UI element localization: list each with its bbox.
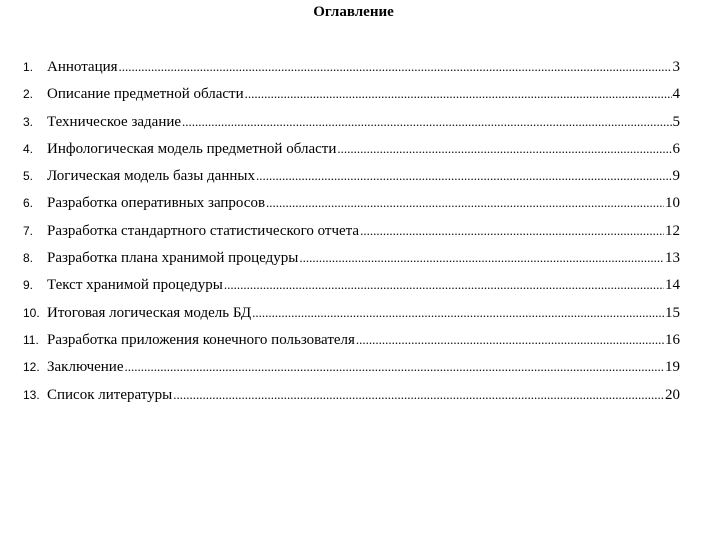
toc-dot-leader xyxy=(299,248,664,268)
toc-entry-statistical-report[interactable] xyxy=(23,221,680,248)
toc-entry-label: Аннотация xyxy=(47,59,118,75)
toc-entry-label: Инфологическая модель предметной области xyxy=(47,140,337,157)
toc-entry-page: 12 xyxy=(665,222,680,239)
toc-entry-page: 15 xyxy=(665,304,680,321)
toc-entry-number: 11. xyxy=(23,332,39,347)
toc-dot-leader xyxy=(256,166,672,186)
toc-dot-leader xyxy=(224,275,664,295)
toc-entry-references[interactable] xyxy=(23,385,680,412)
toc-entry-number: 3. xyxy=(23,114,34,129)
toc-entry-label: Итоговая логическая модель БД xyxy=(47,304,252,321)
toc-dot-leader xyxy=(356,330,664,350)
toc-entry-number: 13. xyxy=(23,387,40,402)
toc-entry-page: 5 xyxy=(672,113,680,130)
toc-entry-page: 4 xyxy=(672,86,680,103)
toc-entry-number: 8. xyxy=(23,251,34,266)
toc-title: Оглавление xyxy=(313,4,394,20)
toc-entry-page: 20 xyxy=(665,386,680,403)
toc-dot-leader xyxy=(182,112,671,132)
toc-entry-operational-queries[interactable] xyxy=(23,193,680,220)
toc-entry-label: Разработка оперативных запросов xyxy=(47,195,266,212)
toc-entry-page: 10 xyxy=(665,195,680,212)
toc-entry-label: Текст хранимой процедуры xyxy=(47,277,223,294)
toc-entry-conclusion[interactable] xyxy=(23,357,680,384)
toc-entry-stored-procedure-plan[interactable] xyxy=(23,248,680,275)
toc-entry-label: Описание предметной области xyxy=(47,86,244,103)
toc-entry-page: 6 xyxy=(672,140,680,157)
toc-entry-number: 9. xyxy=(23,278,34,293)
toc-entry-page: 14 xyxy=(665,277,680,294)
toc-entry-final-logical-model[interactable] xyxy=(23,303,680,330)
toc-dot-leader xyxy=(252,303,664,323)
toc-dot-leader xyxy=(119,57,672,77)
table-of-contents xyxy=(23,57,680,412)
toc-entry-page: 19 xyxy=(665,359,680,376)
toc-entry-logical-model[interactable] xyxy=(23,166,680,193)
toc-entry-label: Разработка приложения конечного пользователя xyxy=(47,331,355,348)
toc-entry-domain-description[interactable] xyxy=(23,84,680,111)
toc-entry-label: Разработка стандартного статистического отчета xyxy=(47,222,360,239)
toc-entry-number: 2. xyxy=(23,87,34,102)
toc-entry-end-user-app[interactable] xyxy=(23,330,680,357)
toc-entry-number: 12. xyxy=(23,360,40,375)
toc-entry-number: 10. xyxy=(23,305,40,320)
toc-entry-infological-model[interactable] xyxy=(23,139,680,166)
toc-entry-page: 3 xyxy=(672,59,680,75)
toc-entry-label: Список литературы xyxy=(47,386,173,403)
toc-entry-number: 1. xyxy=(23,60,34,74)
toc-entry-number: 6. xyxy=(23,196,34,211)
toc-entry-label: Разработка плана хранимой процедуры xyxy=(47,250,299,267)
toc-entry-label: Логическая модель базы данных xyxy=(47,168,255,185)
toc-dot-leader xyxy=(360,221,664,241)
toc-entry-number: 5. xyxy=(23,169,34,184)
toc-dot-leader xyxy=(173,385,664,405)
toc-entry-technical-task[interactable] xyxy=(23,112,680,139)
toc-entry-label: Техническое задание xyxy=(47,113,182,130)
toc-entry-page: 13 xyxy=(665,250,680,267)
toc-entry-number: 4. xyxy=(23,141,34,156)
toc-entry-stored-procedure-text[interactable] xyxy=(23,275,680,302)
toc-dot-leader xyxy=(125,357,665,377)
toc-entry-page: 16 xyxy=(665,331,680,348)
toc-entry-annotation[interactable] xyxy=(23,57,680,84)
toc-entry-page: 9 xyxy=(672,168,680,185)
toc-dot-leader xyxy=(245,84,672,104)
toc-dot-leader xyxy=(266,193,664,213)
toc-entry-number: 7. xyxy=(23,223,34,238)
toc-dot-leader xyxy=(337,139,671,159)
toc-entry-label: Заключение xyxy=(47,359,124,376)
